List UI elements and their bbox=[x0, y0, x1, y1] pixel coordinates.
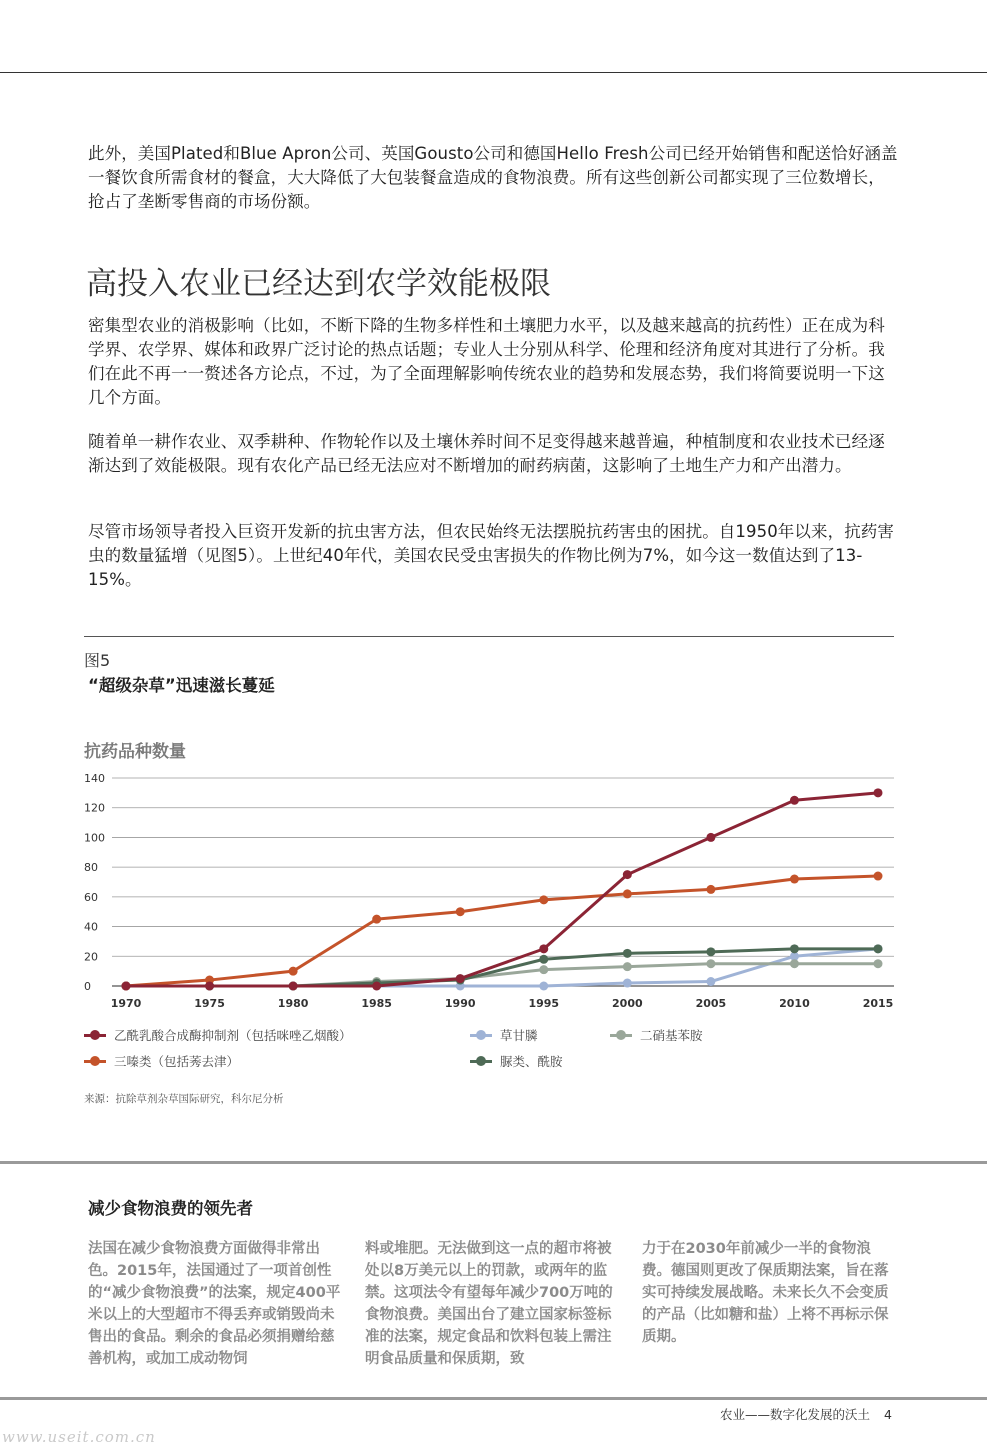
x-tick-label: 2005 bbox=[695, 997, 727, 1010]
data-point bbox=[790, 944, 799, 953]
data-point bbox=[790, 959, 799, 968]
intro-paragraph: 此外，美国Plated和Blue Apron公司、英国Gousto公司和德国Hello Fresh公司已经开始销售和配送恰好涵盖一餐饮食所需食材的餐盒，大大降低了大包装餐盒造成的食物浪费。所有这些创新公司都实现了三位数增长，抢占了垄断零售商的市场份额。 bbox=[88, 144, 898, 211]
data-point bbox=[372, 982, 381, 991]
body-paragraph-1: 密集型农业的消极影响（比如，不断下降的生物多样性和土壤肥力水平，以及越来越高的抗药性）正在成为科学界、农学界、媒体和政界广泛讨论的热点话题；专业人士分别从科学、伦理和经济角度对其进行了分析。我们在此不再一一赘述各方论点，不过，为了全面理解影响传统农业的趋势和发展态势，我们将简要说明一下这几个方面。 bbox=[88, 316, 885, 407]
body-paragraph-3: 尽管市场领导者投入巨资开发新的抗虫害方法，但农民始终无法摆脱抗药害虫的困扰。自1950年以来，抗药害虫的数量猛增（见图5）。上世纪40年代，美国农民受虫害损失的作物比例为7%，如今这一数值达到了13-15%。 bbox=[88, 522, 894, 589]
sidebar-column-3: 力于在2030年前减少一半的食物浪费。德国则更改了保质期法案，旨在落实可持续发展战略。未来长久不会变质的产品（比如糖和盐）上将不再标示保质期。 bbox=[642, 1241, 889, 1345]
series-line bbox=[126, 949, 878, 986]
data-point bbox=[706, 959, 715, 968]
sidebar-title: 减少食物浪费的领先者 bbox=[88, 1199, 253, 1218]
watermark: www.useit.com.cn bbox=[2, 1428, 156, 1446]
data-point bbox=[289, 967, 298, 976]
data-point bbox=[623, 870, 632, 879]
legend-item-triazine bbox=[84, 1052, 239, 1070]
series-line bbox=[126, 964, 878, 986]
data-point bbox=[289, 982, 298, 991]
data-point bbox=[539, 965, 548, 974]
page-number: 4 bbox=[884, 1407, 892, 1422]
data-point bbox=[456, 974, 465, 983]
data-point bbox=[539, 955, 548, 964]
data-point bbox=[623, 949, 632, 958]
y-tick-label: 120 bbox=[84, 801, 105, 815]
legend-item-glyphosate bbox=[470, 1026, 538, 1044]
data-point bbox=[623, 889, 632, 898]
data-point bbox=[874, 872, 883, 881]
y-tick-label: 0 bbox=[84, 980, 91, 993]
legend-label: 草甘膦 bbox=[500, 1028, 538, 1043]
section-heading: 高投入农业已经达到农学效能极限 bbox=[86, 266, 551, 302]
data-point bbox=[790, 796, 799, 805]
x-tick-label: 2015 bbox=[862, 997, 894, 1010]
x-tick-label: 2010 bbox=[779, 997, 810, 1010]
legend-marker-icon bbox=[84, 1030, 106, 1040]
data-point bbox=[205, 982, 214, 991]
x-tick-label: 1980 bbox=[277, 997, 309, 1010]
y-axis-title: 抗药品种数量 bbox=[84, 742, 186, 762]
figure-source: 来源：抗除草剂杂草国际研究，科尔尼分析 bbox=[84, 1093, 284, 1105]
data-point bbox=[706, 977, 715, 986]
x-tick-label: 2000 bbox=[612, 997, 643, 1010]
data-point bbox=[623, 979, 632, 988]
legend-marker-icon bbox=[470, 1056, 492, 1066]
body-paragraph-2: 随着单一耕作农业、双季耕种、作物轮作以及土壤休养时间不足变得越来越普遍，种植制度和农业技术已经逐渐达到了效能极限。现有农化产品已经无法应对不断增加的耐药病菌，这影响了土地生产力和产出潜力。 bbox=[88, 432, 885, 475]
legend-label: 脲类、酰胺 bbox=[500, 1054, 563, 1069]
data-point bbox=[539, 982, 548, 991]
sidebar-top-rule bbox=[0, 1161, 987, 1164]
data-point bbox=[706, 947, 715, 956]
footer-text: 农业——数字化发展的沃土 bbox=[720, 1407, 871, 1422]
x-tick-label: 1970 bbox=[110, 997, 142, 1010]
data-point bbox=[874, 944, 883, 953]
legend-marker-icon bbox=[610, 1030, 632, 1040]
legend-marker-icon bbox=[84, 1056, 106, 1066]
series-line bbox=[126, 949, 878, 986]
y-tick-label: 100 bbox=[84, 831, 105, 845]
figure-label: 图5 bbox=[84, 651, 111, 670]
legend-item-urea-amide bbox=[470, 1052, 563, 1070]
legend-marker-icon bbox=[470, 1030, 492, 1040]
series-line bbox=[126, 793, 878, 986]
y-tick-label: 140 bbox=[84, 772, 105, 785]
data-point bbox=[706, 833, 715, 842]
y-tick-label: 60 bbox=[84, 890, 98, 904]
figure-title: “超级杂草”迅速滋长蔓延 bbox=[88, 676, 275, 695]
sidebar-column-2: 料或堆肥。无法做到这一点的超市将被处以8万美元以上的罚款，或两年的监禁。这项法令有望每年减少700万吨的食物浪费。美国出台了建立国家标签标准的法案，规定食品和饮料包装上需注明食品质量和保质期，致 bbox=[365, 1241, 613, 1367]
y-tick-label: 20 bbox=[84, 950, 98, 964]
data-point bbox=[790, 875, 799, 884]
data-point bbox=[539, 944, 548, 953]
y-tick-label: 40 bbox=[84, 920, 98, 934]
legend-label: 三嗪类（包括莠去津） bbox=[114, 1054, 240, 1069]
data-point bbox=[623, 962, 632, 971]
legend-item-dinitroaniline bbox=[610, 1026, 703, 1044]
data-point bbox=[122, 982, 131, 991]
data-point bbox=[539, 895, 548, 904]
legend-item-als bbox=[84, 1026, 352, 1044]
legend-label: 乙酰乳酸合成酶抑制剂（包括咪唑乙烟酸） bbox=[114, 1028, 352, 1043]
legend-label: 二硝基苯胺 bbox=[640, 1028, 703, 1043]
y-tick-label: 80 bbox=[84, 861, 98, 875]
sidebar-bottom-rule bbox=[0, 1397, 987, 1400]
data-point bbox=[372, 915, 381, 924]
data-point bbox=[874, 788, 883, 797]
x-tick-label: 1985 bbox=[361, 997, 392, 1010]
x-tick-label: 1975 bbox=[194, 997, 225, 1010]
data-point bbox=[706, 885, 715, 894]
page-footer bbox=[720, 1405, 892, 1423]
x-tick-label: 1990 bbox=[444, 997, 476, 1010]
sidebar-column-1: 法国在减少食物浪费方面做得非常出色。2015年，法国通过了一项首创性的“减少食物浪费”的法案，规定400平米以上的大型超市不得丢弃或销毁尚未售出的食品。剩余的食品必须捐赠给慈善机构，或加工成动物饲 bbox=[88, 1241, 341, 1367]
data-point bbox=[874, 959, 883, 968]
data-point bbox=[456, 907, 465, 916]
x-tick-label: 1995 bbox=[528, 997, 560, 1010]
